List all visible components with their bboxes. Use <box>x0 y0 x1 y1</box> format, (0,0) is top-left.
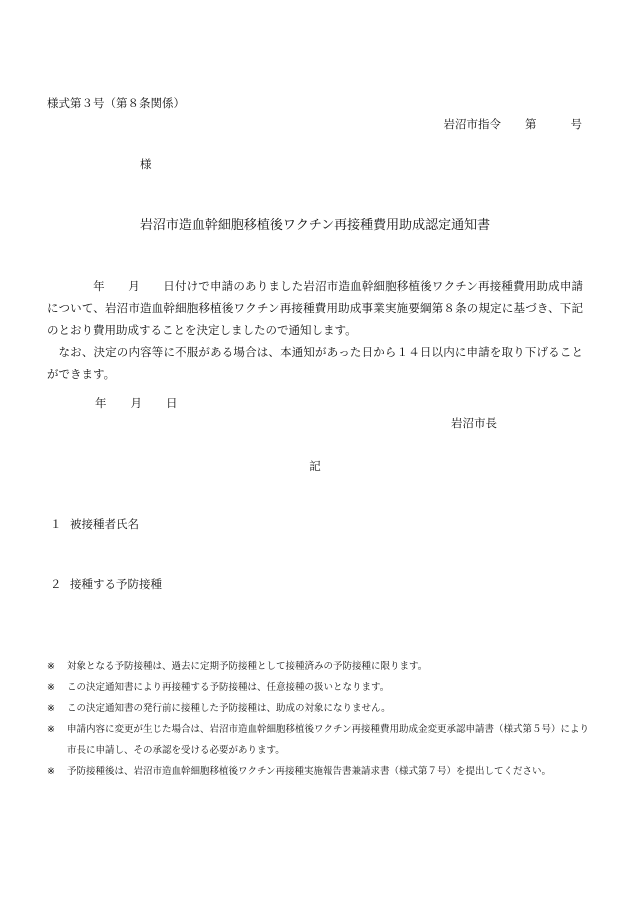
notes-list <box>47 656 592 782</box>
reference-prefix: 岩沼市指令 <box>443 117 501 131</box>
reference-number <box>444 118 583 132</box>
reference-go: 号 <box>570 117 582 131</box>
date-month: 月 <box>130 396 142 410</box>
note-item <box>47 761 592 782</box>
note-text: 対象となる予防接種は、過去に定期予防接種として接種済みの予防接種に限ります。 <box>67 661 428 672</box>
item-number: ２ <box>50 577 62 591</box>
item-number: １ <box>50 517 62 531</box>
body-paragraph-1-text: 年 月 日付けで申請のありました岩沼市造血幹細胞移植後ワクチン再接種費用助成申請について、岩沼市造血幹細胞移植後ワクチン再接種費用助成事業実施要綱第８条の規定に基づき、下記のとおり費用助成することを決定しましたので通知します。 <box>47 279 583 337</box>
note-mark: ※ <box>47 766 55 777</box>
body-paragraph-1 <box>47 275 583 341</box>
document-title: 岩沼市造血幹細胞移植後ワクチン再接種費用助成認定通知書 <box>139 218 491 233</box>
note-text: この決定通知書の発行前に接種した予防接種は、助成の対象になりません。 <box>67 703 391 714</box>
item-recipient-name <box>50 518 139 532</box>
note-item <box>47 719 592 761</box>
issue-date <box>95 397 178 411</box>
note-item <box>47 698 592 719</box>
date-year: 年 <box>95 396 107 410</box>
note-text: この決定通知書により再接種する予防接種は、任意接種の扱いとなります。 <box>67 682 390 693</box>
note-mark: ※ <box>47 661 55 672</box>
item-label: 接種する予防接種 <box>70 577 162 591</box>
note-mark: ※ <box>47 724 55 735</box>
note-text: 予防接種後は、岩沼市造血幹細胞移植後ワクチン再接種実施報告書兼請求書（様式第７号）を提出してください。 <box>67 766 552 777</box>
date-day: 日 <box>166 396 178 410</box>
note-mark: ※ <box>47 682 55 693</box>
body-paragraph-2: なお、決定の内容等に不服がある場合は、本通知があった日から１４日以内に申請を取り下げることができます。 <box>47 345 583 381</box>
item-label: 被接種者氏名 <box>70 517 139 531</box>
issuer-mayor: 岩沼市長 <box>451 416 497 430</box>
note-text: 申請内容に変更が生じた場合は、岩沼市造血幹細胞移植後ワクチン再接種費用助成金変更承認申請書（様式第５号）により市長に申請し、その承認を受ける必要があります。 <box>67 724 590 756</box>
note-item <box>47 677 592 698</box>
ki-heading: 記 <box>309 459 321 473</box>
note-item <box>47 656 592 677</box>
addressee: 様 <box>140 157 152 171</box>
reference-dai: 第 <box>525 117 537 131</box>
form-number: 様式第３号（第８条関係） <box>47 96 185 110</box>
note-mark: ※ <box>47 703 55 714</box>
item-vaccination <box>50 578 162 592</box>
body-text <box>47 275 583 385</box>
